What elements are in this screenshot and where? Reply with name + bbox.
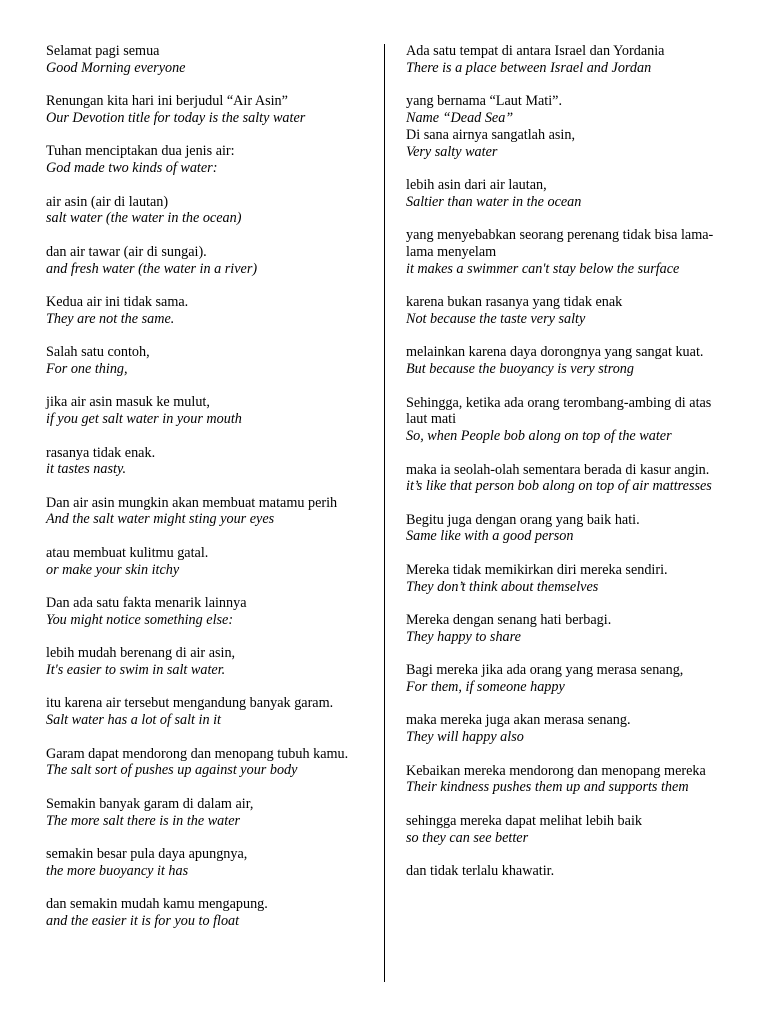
- indonesian-text-line: maka mereka juga akan merasa senang.: [406, 712, 631, 729]
- english-translation-line: Not because the taste very salty: [406, 310, 586, 327]
- english-translation-line: So, when People bob along on top of the water: [406, 428, 672, 445]
- paragraph-block: [406, 93, 726, 160]
- paragraph-block: [46, 445, 368, 479]
- paragraph-block: [406, 395, 726, 445]
- indonesian-text-line: Mereka dengan senang hati berbagi.: [406, 612, 612, 629]
- paragraph-block: [406, 344, 726, 378]
- english-translation-line: For them, if someone happy: [406, 679, 565, 696]
- english-translation-line: Salt water has a lot of salt in it: [46, 712, 221, 729]
- paragraph-block: [406, 227, 726, 277]
- paragraph-block: [406, 763, 726, 797]
- paragraph-block: [46, 796, 368, 830]
- indonesian-text-line: lebih asin dari air lautan,: [406, 176, 547, 193]
- paragraph-block: [46, 43, 368, 77]
- indonesian-text-line: sehingga mereka dapat melihat lebih baik: [406, 812, 642, 829]
- english-translation-line: Name “Dead Sea”: [406, 109, 514, 126]
- english-translation-line: Saltier than water in the ocean: [406, 193, 582, 210]
- english-translation-line: so they can see better: [406, 829, 529, 846]
- paragraph-block: [46, 595, 368, 629]
- english-translation-line: They don’t think about themselves: [406, 578, 599, 595]
- english-translation-line: God made two kinds of water:: [46, 160, 218, 177]
- paragraph-block: [46, 695, 368, 729]
- paragraph-block: [406, 177, 726, 211]
- indonesian-text-line: karena bukan rasanya yang tidak enak: [406, 294, 623, 311]
- right-column: [406, 43, 726, 896]
- indonesian-text-line: Begitu juga dengan orang yang baik hati.: [406, 511, 640, 528]
- paragraph-block: [46, 746, 368, 780]
- paragraph-block: [46, 194, 368, 228]
- english-translation-line: But because the buoyancy is very strong: [406, 361, 634, 378]
- indonesian-text-line: Selamat pagi semua: [46, 43, 160, 59]
- indonesian-text-line: maka ia seolah-olah sementara berada di kasur angin.: [406, 461, 710, 478]
- english-translation-line: They will happy also: [406, 729, 524, 746]
- indonesian-text-line: Tuhan menciptakan dua jenis air:: [46, 143, 235, 160]
- paragraph-block: [46, 93, 368, 127]
- english-translation-line: You might notice something else:: [46, 611, 234, 628]
- paragraph-block: [406, 294, 726, 328]
- paragraph-block: [406, 512, 726, 546]
- english-translation-line: There is a place between Israel and Jordan: [406, 59, 652, 76]
- paragraph-block: [406, 863, 726, 880]
- paragraph-block: [46, 645, 368, 679]
- indonesian-text-line: Kedua air ini tidak sama.: [46, 293, 189, 310]
- english-translation-line: or make your skin itchy: [46, 561, 180, 578]
- indonesian-text-line: Dan ada satu fakta menarik lainnya: [46, 595, 247, 612]
- english-translation-line: Same like with a good person: [406, 528, 574, 545]
- indonesian-text-line: Renungan kita hari ini berjudul “Air Asin”: [46, 93, 288, 110]
- indonesian-text-line: itu karena air tersebut mengandung banyak garam.: [46, 695, 334, 712]
- english-translation-line: it tastes nasty.: [46, 461, 127, 478]
- paragraph-block: [46, 846, 368, 880]
- indonesian-text-line: dan tidak terlalu khawatir.: [406, 863, 555, 879]
- indonesian-text-line: rasanya tidak enak.: [46, 444, 156, 461]
- paragraph-block: [406, 612, 726, 646]
- indonesian-text-line: air asin (air di lautan): [46, 193, 169, 210]
- paragraph-block: [46, 545, 368, 579]
- left-column: [46, 43, 368, 946]
- indonesian-text-line: Bagi mereka jika ada orang yang merasa senang,: [406, 662, 684, 679]
- paragraph-block: [406, 562, 726, 596]
- english-translation-line: And the salt water might sting your eyes: [46, 511, 275, 528]
- indonesian-text-line: atau membuat kulitmu gatal.: [46, 544, 209, 561]
- paragraph-block: [46, 896, 368, 930]
- english-translation-line: if you get salt water in your mouth: [46, 411, 242, 428]
- paragraph-block: [46, 495, 368, 529]
- english-translation-line: and the easier it is for you to float: [46, 912, 240, 929]
- english-translation-line: The more salt there is in the water: [46, 812, 241, 829]
- english-translation-line: it makes a swimmer can't stay below the surface: [406, 260, 680, 277]
- english-translation-line: Our Devotion title for today is the salty water: [46, 109, 306, 126]
- indonesian-text-line: Kebaikan mereka mendorong dan menopang mereka: [406, 762, 706, 779]
- english-translation-line: and fresh water (the water in a river): [46, 260, 258, 277]
- indonesian-text-line: Mereka tidak memikirkan diri mereka sendiri.: [406, 561, 668, 578]
- paragraph-block: [406, 43, 726, 77]
- paragraph-block: [46, 394, 368, 428]
- indonesian-text-line: Garam dapat mendorong dan menopang tubuh kamu.: [46, 745, 349, 762]
- indonesian-text-line: dan air tawar (air di sungai).: [46, 243, 207, 260]
- english-translation-line: It's easier to swim in salt water.: [46, 662, 226, 679]
- paragraph-block: [46, 244, 368, 278]
- english-translation-line: salt water (the water in the ocean): [46, 210, 242, 227]
- english-translation-line: it’s like that person bob along on top of air mattresses: [406, 478, 712, 495]
- paragraph-block: [46, 143, 368, 177]
- english-translation-line: Good Morning everyone: [46, 59, 186, 76]
- indonesian-text-line: lebih mudah berenang di air asin,: [46, 645, 236, 662]
- indonesian-text-line: semakin besar pula daya apungnya,: [46, 846, 248, 862]
- english-translation-line: For one thing,: [46, 360, 128, 377]
- paragraph-block: [406, 462, 726, 496]
- paragraph-block: [406, 712, 726, 746]
- indonesian-text-line: Sehingga, ketika ada orang terombang-ambing di atas laut mati: [406, 394, 712, 428]
- english-translation-line: They happy to share: [406, 628, 521, 645]
- indonesian-text-line: Di sana airnya sangatlah asin,: [406, 126, 576, 143]
- indonesian-text-line: yang bernama “Laut Mati”.: [406, 93, 562, 110]
- indonesian-text-line: melainkan karena daya dorongnya yang sangat kuat.: [406, 344, 704, 361]
- indonesian-text-line: Dan air asin mungkin akan membuat matamu perih: [46, 494, 338, 511]
- indonesian-text-line: yang menyebabkan seorang perenang tidak bisa lama-lama menyelam: [406, 227, 714, 260]
- column-divider: [384, 44, 385, 982]
- paragraph-block: [46, 294, 368, 328]
- paragraph-block: [46, 344, 368, 378]
- indonesian-text-line: jika air asin masuk ke mulut,: [46, 394, 210, 411]
- english-translation-line: Their kindness pushes them up and supports them: [406, 779, 689, 796]
- paragraph-block: [406, 662, 726, 696]
- paragraph-block: [406, 813, 726, 847]
- english-translation-line: The salt sort of pushes up against your body: [46, 762, 298, 779]
- indonesian-text-line: Salah satu contoh,: [46, 344, 150, 361]
- english-translation-line: They are not the same.: [46, 310, 175, 327]
- indonesian-text-line: dan semakin mudah kamu mengapung.: [46, 896, 268, 913]
- english-translation-line: the more buoyancy it has: [46, 862, 189, 879]
- indonesian-text-line: Ada satu tempat di antara Israel dan Yordania: [406, 43, 665, 59]
- english-translation-line: Very salty water: [406, 143, 498, 160]
- indonesian-text-line: Semakin banyak garam di dalam air,: [46, 795, 254, 812]
